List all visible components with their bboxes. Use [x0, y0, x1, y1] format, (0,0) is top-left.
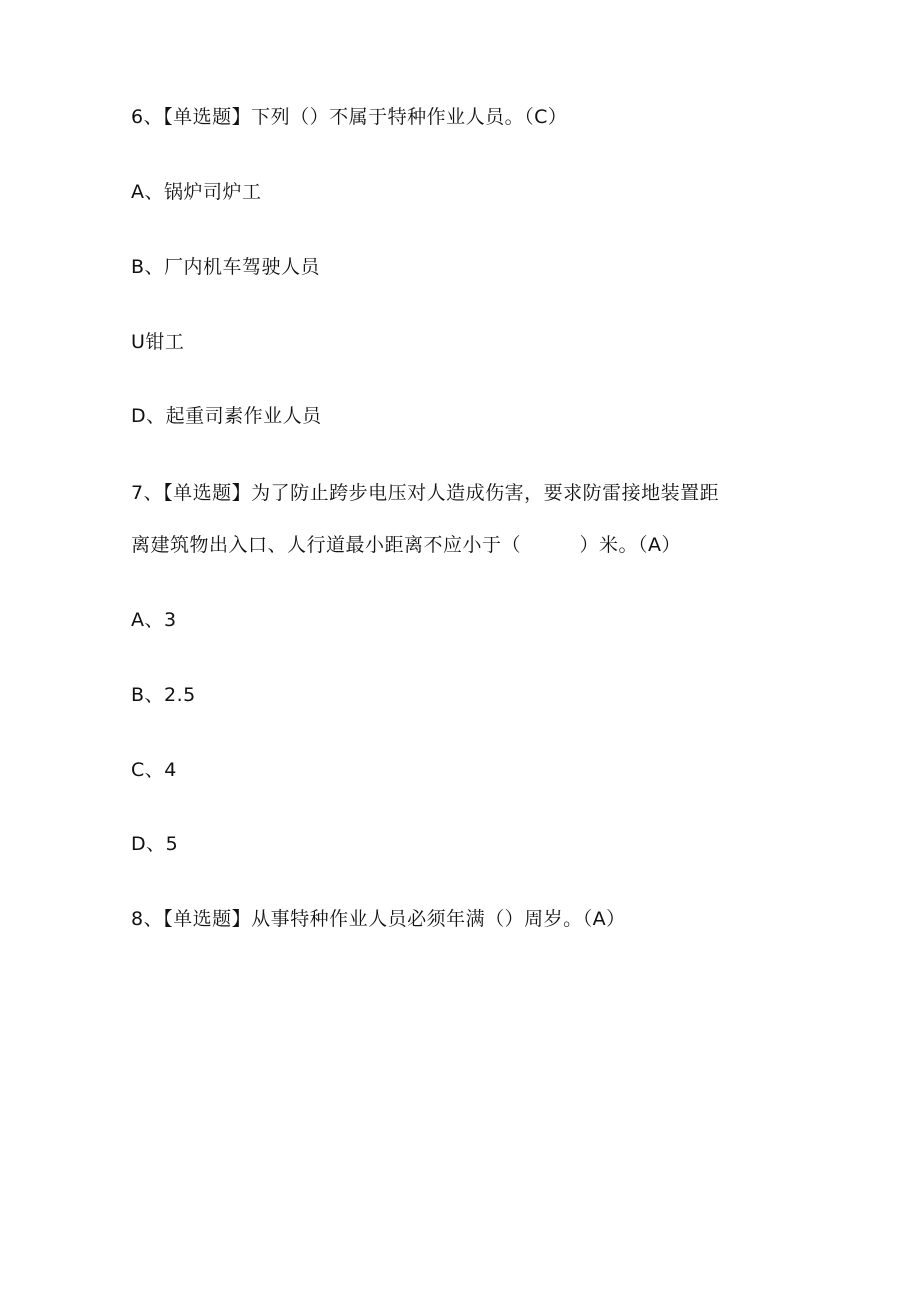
question-8-stem: 8、【单选题】从事特种作业人员必须年满（）周岁。（A）	[131, 908, 626, 930]
question-7-option-b: B、2.5	[131, 684, 196, 706]
question-7-stem-line-2: 离建筑物出入口、人行道最小距离不应小于（ ）米。（A）	[131, 534, 681, 556]
question-6-option-d: D、起重司素作业人员	[131, 405, 322, 427]
question-7-stem-line-1: 7、【单选题】为了防止跨步电压对人造成伤害，要求防雷接地装置距	[131, 482, 720, 504]
question-7-option-d: D、5	[131, 833, 179, 855]
question-6-stem: 6、【单选题】下列（）不属于特种作业人员。（C）	[131, 106, 568, 128]
question-6-option-a: A、锅炉司炉工	[131, 181, 262, 203]
question-7-option-a: A、3	[131, 609, 177, 631]
question-7-option-c: C、4	[131, 759, 177, 781]
question-6-option-b: B、厂内机车驾驶人员	[131, 256, 321, 278]
question-6-option-c: U钳工	[131, 331, 185, 353]
